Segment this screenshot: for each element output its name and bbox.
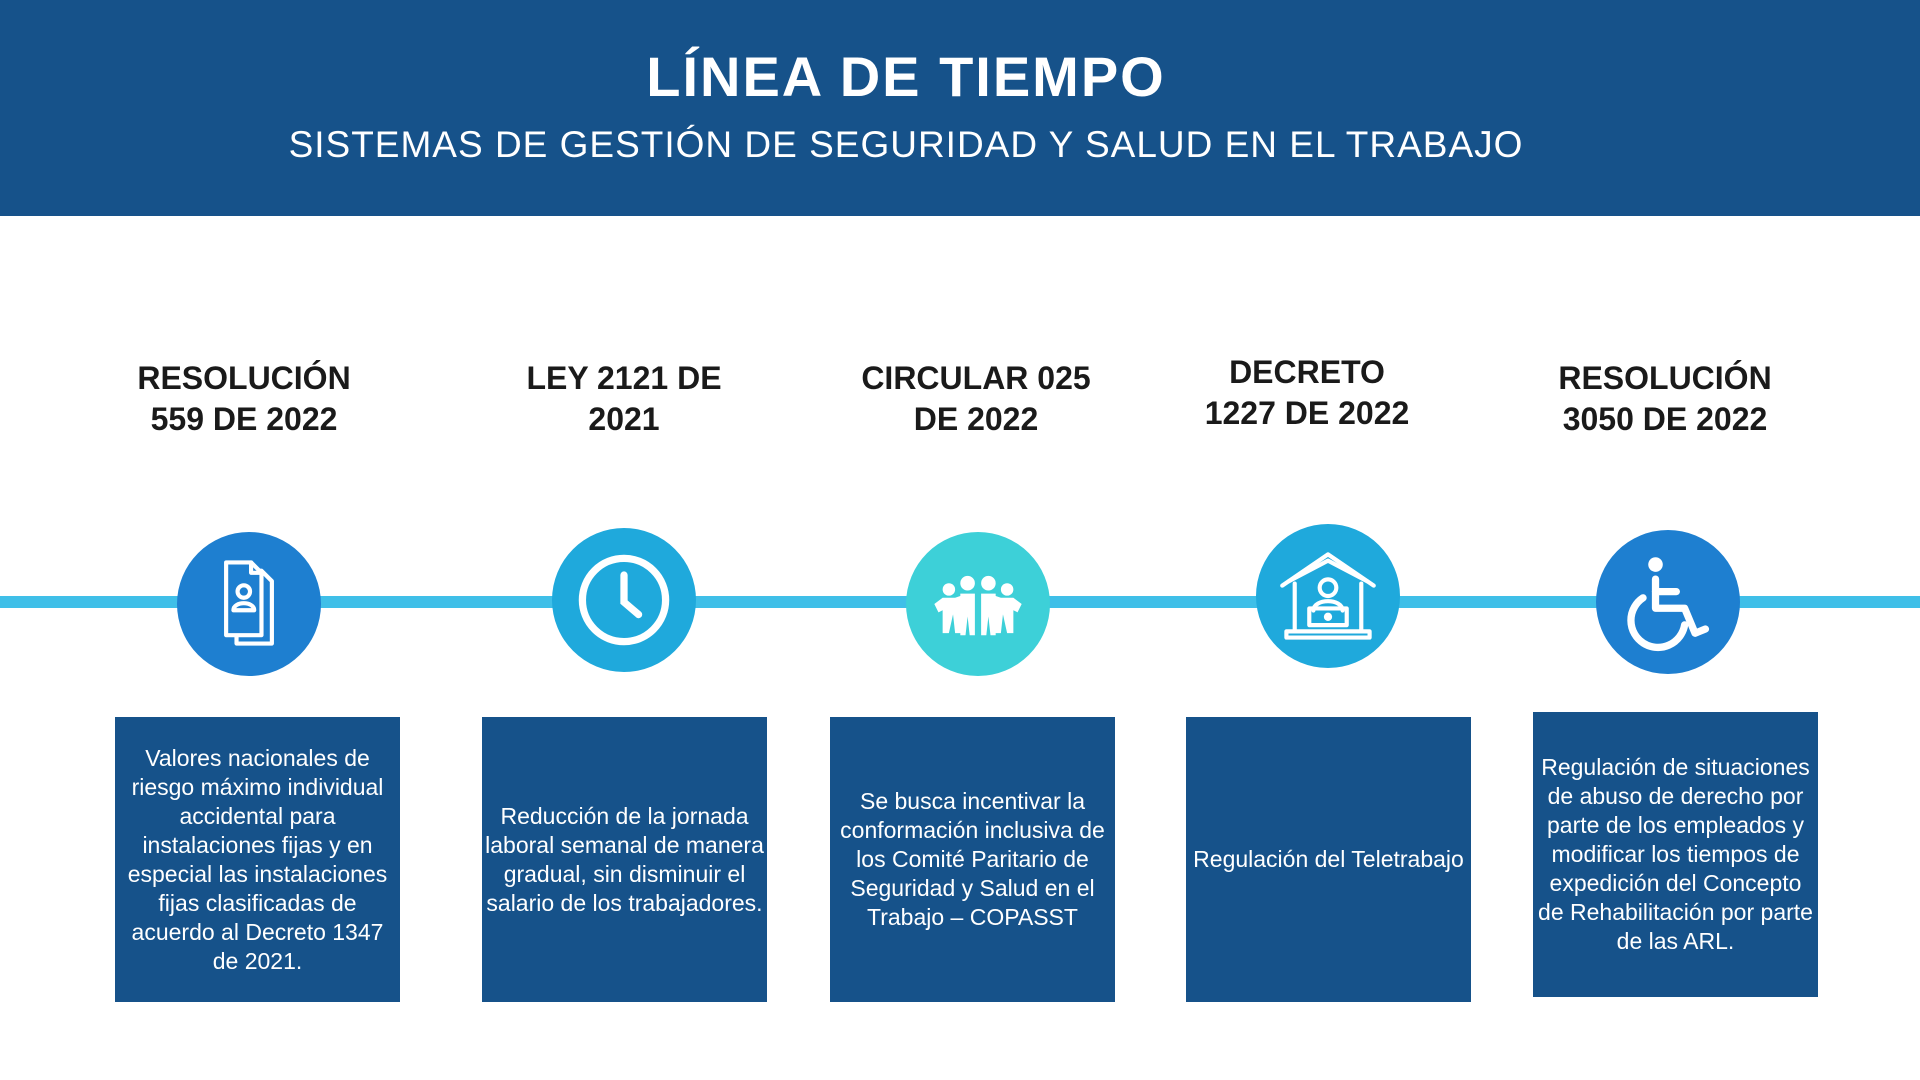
header-banner	[0, 0, 1920, 216]
event-circle-1	[177, 532, 321, 676]
event-circle-4	[1256, 524, 1400, 668]
event-title-2: LEY 2121 DE 2021	[526, 360, 722, 437]
event-title-5: RESOLUCIÓN 3050 DE 2022	[1558, 360, 1772, 437]
event-title-4: DECRETO 1227 DE 2022	[1204, 354, 1410, 431]
event-description-5: Regulación de situaciones de abuso de derecho por parte de los empleados y modificar los tiempos de expedición del Concepto de Rehabilitación por parte de las ARL.	[1533, 712, 1818, 997]
event-circle-2	[552, 528, 696, 672]
clock-icon	[572, 548, 676, 652]
wheelchair-icon	[1616, 550, 1720, 654]
event-description-1: Valores nacionales de riesgo máximo individual accidental para instalaciones fijas y en especial las instalaciones fijas clasificadas de acuerdo al Decreto 1347 de 2021.	[115, 717, 400, 1002]
event-description-4: Regulación del Teletrabajo	[1186, 717, 1471, 1002]
home-office-icon	[1276, 544, 1380, 648]
page-subtitle: SISTEMAS DE GESTIÓN DE SEGURIDAD Y SALUD EN EL TRABAJO	[288, 124, 1524, 165]
document-user-icon	[197, 552, 301, 656]
event-title-3: CIRCULAR 025 DE 2022	[861, 360, 1091, 437]
event-circle-5	[1596, 530, 1740, 674]
group-people-icon	[926, 552, 1030, 656]
event-circle-3	[906, 532, 1050, 676]
event-description-3: Se busca incentivar la conformación inclusiva de los Comité Paritario de Seguridad y Salud en el Trabajo – COPASST	[830, 717, 1115, 1002]
event-title-1: RESOLUCIÓN 559 DE 2022	[137, 360, 351, 437]
event-description-2: Reducción de la jornada laboral semanal de manera gradual, sin disminuir el salario de los trabajadores.	[482, 717, 767, 1002]
page-title: LÍNEA DE TIEMPO	[646, 45, 1166, 108]
